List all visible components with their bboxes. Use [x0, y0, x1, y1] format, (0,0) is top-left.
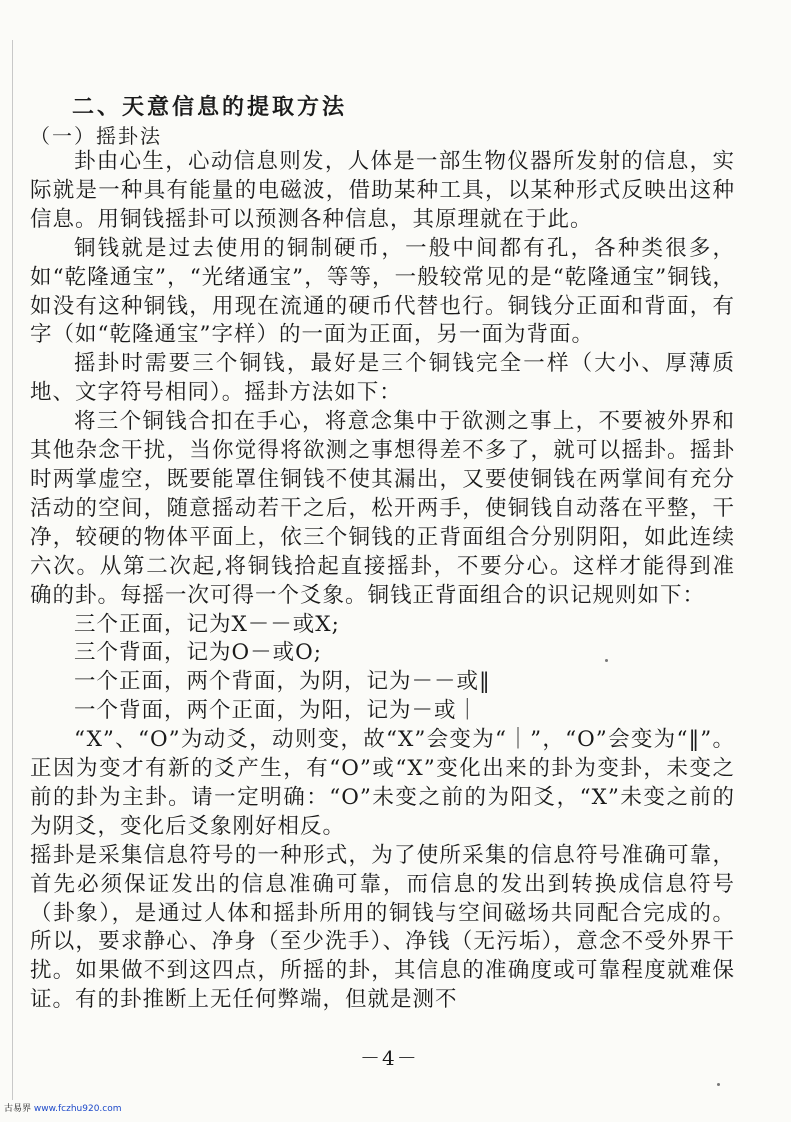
scan-speck: [717, 1083, 720, 1086]
page-number: －4－: [360, 1046, 419, 1070]
scan-edge-line: [12, 40, 13, 1100]
paragraph: 卦由心生，心动信息则发，人体是一部生物仪器所发射的信息，实际就是一种具有能量的电磁波，借助某种工具，以某种形式反映出这种信息。用铜钱摇卦可以预测各种信息，其原理就在于此。: [30, 149, 735, 232]
scan-speck: [605, 659, 608, 662]
paragraph: 摇卦时需要三个铜钱，最好是三个铜钱完全一样（大小、厚薄质地、文字符号相同）。摇卦方法如下：: [30, 351, 735, 406]
subsection-heading: （一）摇卦法: [30, 124, 162, 148]
footer-url: www.fczhu920.com: [33, 1104, 122, 1114]
section-heading: 二、天意信息的提取方法: [72, 94, 348, 120]
rule-line: 三个正面，记为X－－或X;: [74, 611, 340, 637]
footer-site-name: 古易界: [4, 1104, 32, 1114]
footer-watermark: [4, 1101, 122, 1114]
paragraph: “X”、“O”为动爻，动则变，故“X”会变为“｜”，“O”会变为“‖”。正因为变才有新的爻产生，有“O”或“X”变化出来的卦为变卦，未变之前的卦为主卦。请一定明确：“O”未变之前的为阳爻，“X”未变之前的为阴爻，变化后爻象刚好相反。: [30, 727, 735, 839]
paragraph: 将三个铜钱合扣在手心，将意念集中于欲测之事上，不要被外界和其他杂念干扰，当你觉得将欲测之事想得差不多了，就可以摇卦。摇卦时两掌虚空，既要能罩住铜钱不使其漏出，又要使铜钱在两掌间有充分活动的空间，随意摇动若干之后，松开两手，使铜钱自动落在平整，干净，较硬的物体平面上，依三个铜钱的正背面组合分别阴阳，如此连续六次。从第二次起,将铜钱拾起直接摇卦，不要分心。这样才能得到准确的卦。每摇一次可得一个爻象。铜钱正背面组合的识记规则如下：: [30, 409, 735, 608]
body-text: [30, 148, 735, 1015]
paragraph: 摇卦是采集信息符号的一种形式，为了使所采集的信息符号准确可靠，首先必须保证发出的信息准确可靠，而信息的发出到转换成信息符号（卦象），是通过人体和摇卦所用的铜钱与空间磁场共同配合完成的。所以，要求静心、净身（至少洗手）、净钱（无污垢），意念不受外界干扰。如果做不到这四点，所摇的卦，其信息的准确度或可靠程度就难保证。有的卦推断上无任何弊端，但就是测不: [30, 842, 735, 1013]
rule-line: 三个背面，记为O－或O;: [74, 640, 322, 666]
paragraph: 铜钱就是过去使用的铜制硬币，一般中间都有孔，各种类很多，如“乾隆通宝”，“光绪通宝”，等等，一般较常见的是“乾隆通宝”铜钱，如没有这种铜钱，用现在流通的硬币代替也行。铜钱分正面和背面，有字（如“乾隆通宝”字样）的一面为正面，另一面为背面。: [30, 235, 735, 348]
rule-line: 一个正面，两个背面，为阴，记为－－或‖: [74, 669, 491, 695]
rule-line: 一个背面，两个正面，为阳，记为－或｜: [74, 698, 480, 724]
